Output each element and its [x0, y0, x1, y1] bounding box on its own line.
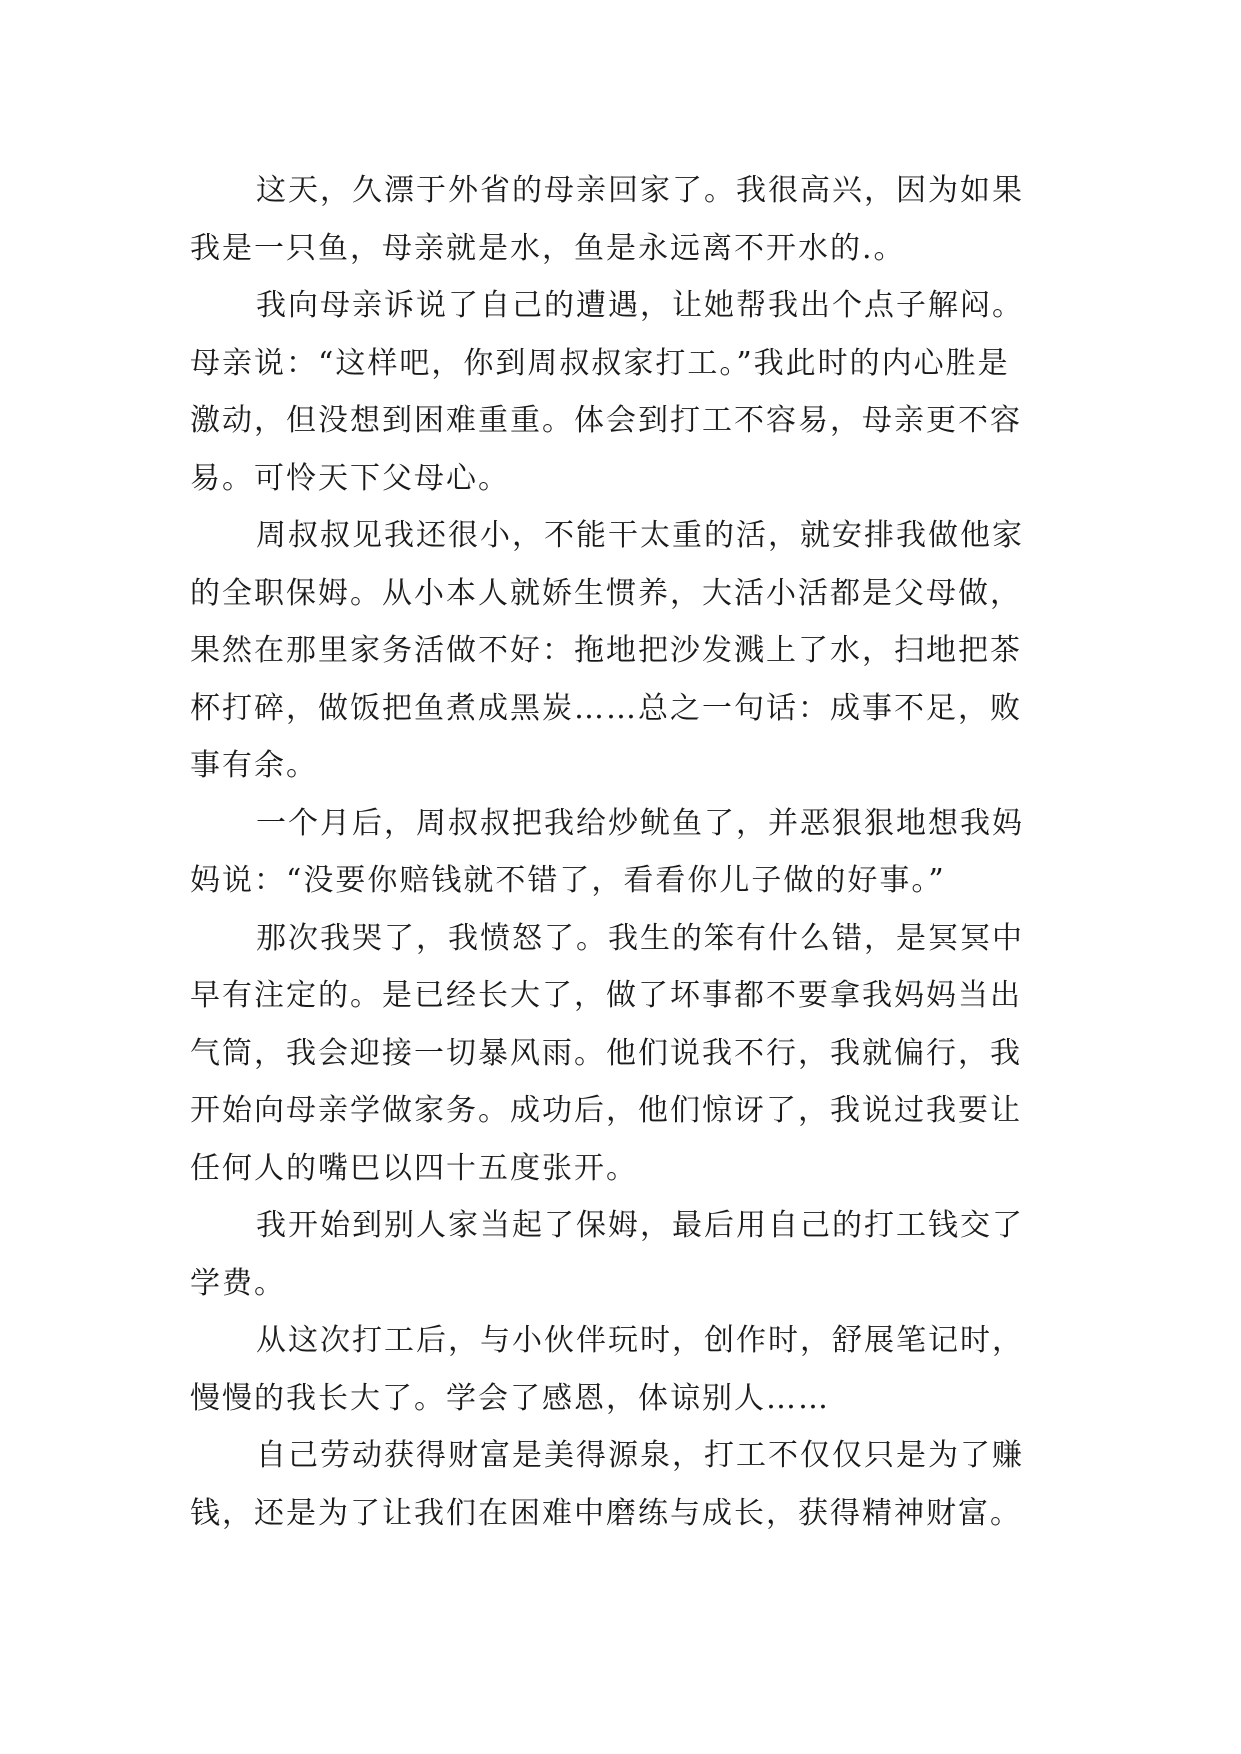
text-line: 一个月后，周叔叔把我给炒鱿鱼了，并恶狠狠地想我妈: [256, 805, 1024, 841]
text-line: 我是一只鱼，母亲就是水，鱼是永远离不开水的.。: [190, 230, 906, 266]
text-line: 任何人的嘴巴以四十五度张开。: [190, 1150, 638, 1186]
text-line: 我向母亲诉说了自己的遭遇，让她帮我出个点子解闷。: [256, 288, 1024, 323]
text-line: 周叔叔见我还很小，不能干太重的活，就安排我做他家: [256, 518, 1024, 553]
text-line: 钱，还是为了让我们在困难中磨练与成长，获得精神财富。: [190, 1495, 1022, 1531]
text-line: 易。可怜天下父母心。: [190, 460, 510, 496]
text-line: 慢慢的我长大了。学会了感恩，体谅别人……: [190, 1380, 830, 1416]
text-line: 从这次打工后，与小伙伴玩时，创作时，舒展笔记时，: [256, 1323, 1024, 1358]
text-line: 自己劳动获得财富是美得源泉，打工不仅仅只是为了赚: [256, 1438, 1024, 1473]
text-line: 杯打碎，做饭把鱼煮成黑炭……总之一句话：成事不足，败: [190, 690, 1022, 726]
text-line: 激动，但没想到困难重重。体会到打工不容易，母亲更不容: [190, 403, 1022, 438]
text-line: 开始向母亲学做家务。成功后，他们惊讶了，我说过我要让: [190, 1093, 1022, 1128]
text-line: 早有注定的。是已经长大了，做了坏事都不要拿我妈妈当出: [190, 978, 1022, 1013]
text-line: 学费。: [190, 1265, 286, 1301]
essay-body: [190, 162, 1058, 1542]
text-line: 果然在那里家务活做不好：拖地把沙发溅上了水，扫地把茶: [190, 633, 1022, 668]
text-line: 事有余。: [190, 748, 318, 783]
text-line: 气筒，我会迎接一切暴风雨。他们说我不行，我就偏行，我: [190, 1035, 1022, 1071]
text-line: 母亲说：“这样吧，你到周叔叔家打工。”我此时的内心胜是: [190, 345, 1010, 381]
text-line: 那次我哭了，我愤怒了。我生的笨有什么错，是冥冥中: [256, 920, 1024, 956]
text-line: 妈说：“没要你赔钱就不错了，看看你儿子做的好事。”: [190, 863, 946, 898]
text-line: 我开始到别人家当起了保姆，最后用自己的打工钱交了: [256, 1208, 1024, 1243]
text-line: 这天，久漂于外省的母亲回家了。我很高兴，因为如果: [256, 173, 1024, 208]
text-line: 的全职保姆。从小本人就娇生惯养，大活小活都是父母做，: [190, 575, 1022, 611]
